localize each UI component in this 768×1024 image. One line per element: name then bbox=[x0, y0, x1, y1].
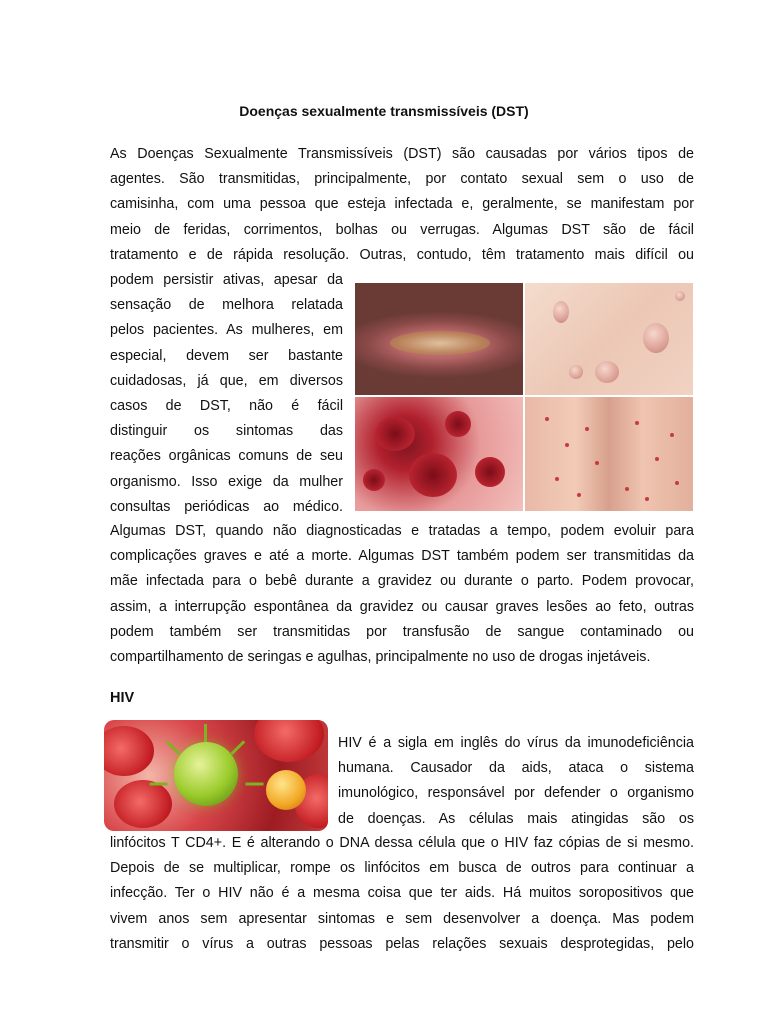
hiv-heading: HIV bbox=[110, 690, 135, 706]
text-line: podem também ser transmitidas por transfusão de sangue contaminado ou bbox=[110, 623, 694, 640]
text-line: HIV é a sigla em inglês do vírus da imunodeficiência bbox=[338, 735, 694, 751]
text-line: compartilhamento de seringas e agulhas, principalmente no uso de drogas injetáveis. bbox=[110, 649, 651, 666]
text-line: distinguir os sintomas das bbox=[110, 423, 343, 440]
text-line: As Doenças Sexualmente Transmissíveis (DST) são causadas por vários tipos de bbox=[110, 146, 694, 162]
text-line: Algumas DST, quando não diagnosticadas e tratadas a tempo, podem evoluir para bbox=[110, 523, 694, 539]
text-line: especial, devem ser bastante bbox=[110, 347, 343, 364]
text-line: podem persistir ativas, apesar da bbox=[110, 272, 343, 288]
dst-symptoms-collage bbox=[355, 283, 692, 511]
text-line: assim, a interrupção espontânea da gravidez ou causar graves lesões ao feto, outras bbox=[110, 598, 694, 615]
intro-paragraph-bottom bbox=[110, 519, 694, 670]
text-line: organismo. Isso exige da mulher bbox=[110, 473, 343, 490]
text-line: Depois de se multiplicar, rompe os linfócitos em busca de outros para continuar a bbox=[110, 860, 694, 877]
text-line: transmitir o vírus a outras pessoas pelas relações sexuais desprotegidas, pelo bbox=[110, 935, 694, 952]
hiv-paragraph-full bbox=[110, 831, 694, 957]
text-line: camisinha, com uma pessoa que esteja infectada e, geralmente, se manifestam por bbox=[110, 196, 694, 213]
text-line: meio de feridas, corrimentos, bolhas ou verrugas. Algumas DST são de fácil bbox=[110, 221, 694, 238]
lip-lesions-photo bbox=[355, 283, 523, 395]
text-line: tratamento e de rápida resolução. Outras, contudo, têm tratamento mais difícil ou bbox=[110, 246, 694, 263]
text-line: linfócitos T CD4+. E é alterando o DNA dessa célula que o HIV faz cópias de si mesmo. bbox=[110, 835, 694, 851]
intro-paragraph-narrow bbox=[110, 268, 343, 520]
intro-paragraph-top bbox=[110, 142, 694, 268]
spotted-legs-photo bbox=[525, 397, 693, 511]
text-line: humana. Causador da aids, ataca o sistema bbox=[338, 760, 694, 777]
text-line: de doenças. As células mais atingidas são os bbox=[338, 810, 694, 827]
hiv-virus-illustration bbox=[104, 720, 328, 831]
text-line: pelos pacientes. As mulheres, em bbox=[110, 322, 343, 339]
text-line: cuidadosas, já que, em diversos bbox=[110, 372, 343, 389]
hiv-paragraph-narrow bbox=[338, 731, 694, 832]
document-title: Doenças sexualmente transmissíveis (DST) bbox=[239, 103, 529, 119]
text-line: consultas periódicas ao médico. bbox=[110, 498, 343, 515]
text-line: mãe infectada para o bebê durante a gravidez ou durante o parto. Podem provocar, bbox=[110, 573, 694, 590]
skin-warts-photo bbox=[525, 283, 693, 395]
text-line: infecção. Ter o HIV não é a mesma coisa que ter aids. Há muitos soropositivos que bbox=[110, 885, 694, 902]
text-line: complicações graves e até a morte. Algumas DST também podem ser transmitidas da bbox=[110, 548, 694, 565]
red-rash-photo bbox=[355, 397, 523, 511]
text-line: agentes. São transmitidas, principalmente, por contato sexual sem o uso de bbox=[110, 171, 694, 188]
text-line: reações orgânicas comuns de seu bbox=[110, 448, 343, 465]
text-line: imunológico, responsável por defender o organismo bbox=[338, 785, 694, 802]
text-line: sensação de melhora relatada bbox=[110, 297, 343, 314]
text-line: vivem anos sem apresentar sintomas e sem desenvolver a doença. Mas podem bbox=[110, 910, 694, 927]
text-line: casos de DST, não é fácil bbox=[110, 398, 343, 415]
